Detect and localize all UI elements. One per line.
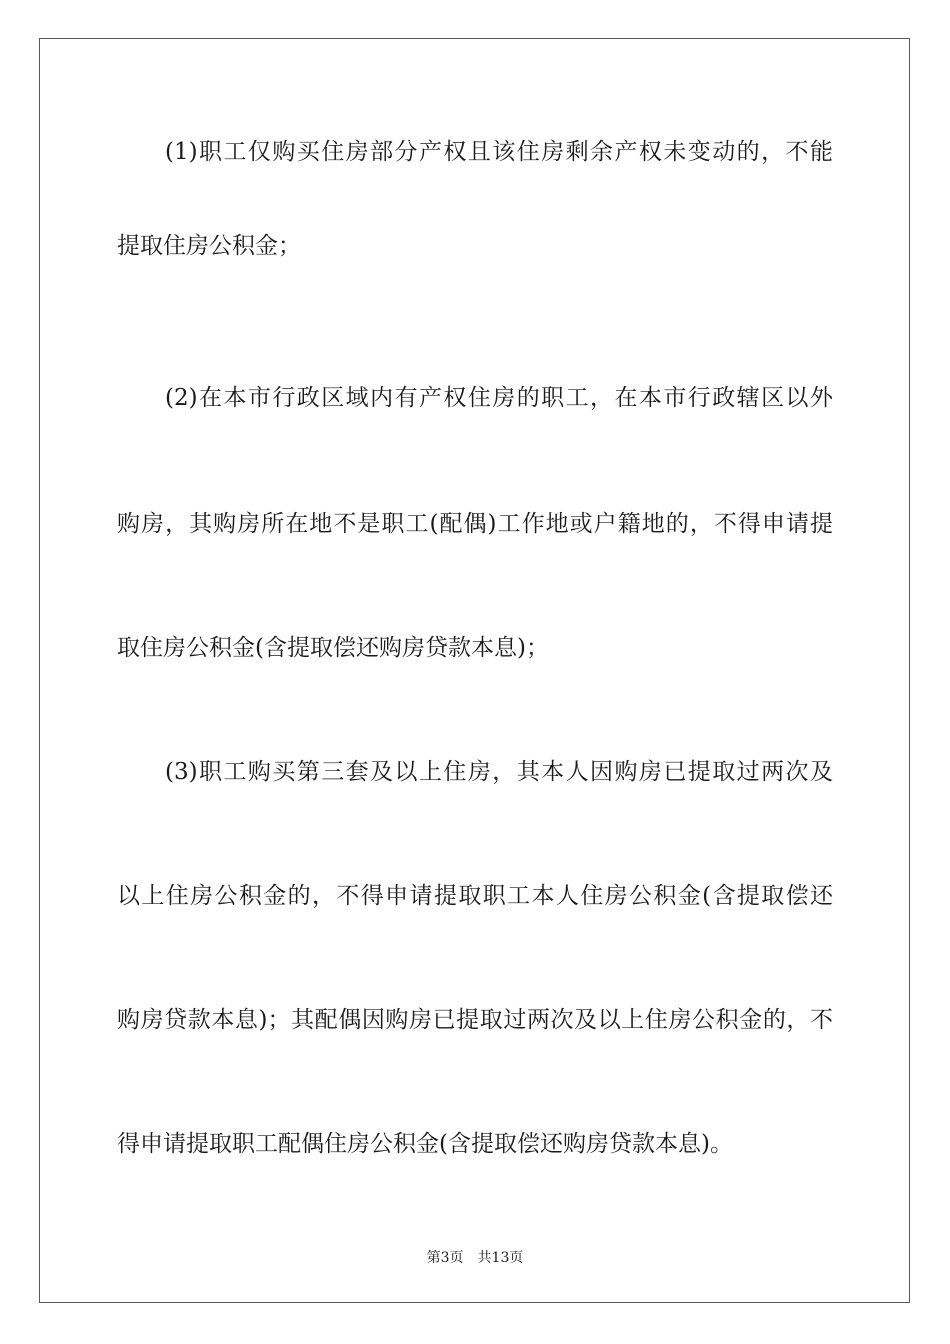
paragraph-3-line-3: 购房贷款本息)；其配偶因购房已提取过两次及以上住房公积金的，不 — [117, 1007, 833, 1033]
page-number: 第3页 — [426, 1250, 464, 1266]
page-border — [39, 38, 910, 1303]
paragraph-2-line-1: (2)在本市行政区域内有产权住房的职工，在本市行政辖区以外 — [165, 385, 833, 411]
paragraph-3-line-1: (3)职工购买第三套及以上住房，其本人因购房已提取过两次及 — [165, 759, 833, 785]
total-pages: 共13页 — [477, 1250, 524, 1266]
paragraph-3-line-4: 得申请提取职工配偶住房公积金(含提取偿还购房贷款本息)。 — [117, 1131, 733, 1157]
paragraph-1-line-2: 提取住房公积金； — [117, 233, 301, 259]
page-footer — [0, 1247, 950, 1267]
paragraph-3-line-2: 以上住房公积金的，不得申请提取职工本人住房公积金(含提取偿还 — [117, 883, 833, 909]
paragraph-2-line-3: 取住房公积金(含提取偿还购房贷款本息)； — [117, 635, 549, 661]
paragraph-1-line-1: (1)职工仅购买住房部分产权且该住房剩余产权未变动的，不能 — [165, 139, 833, 165]
paragraph-2-line-2: 购房，其购房所在地不是职工(配偶)工作地或户籍地的，不得申请提 — [117, 511, 833, 537]
